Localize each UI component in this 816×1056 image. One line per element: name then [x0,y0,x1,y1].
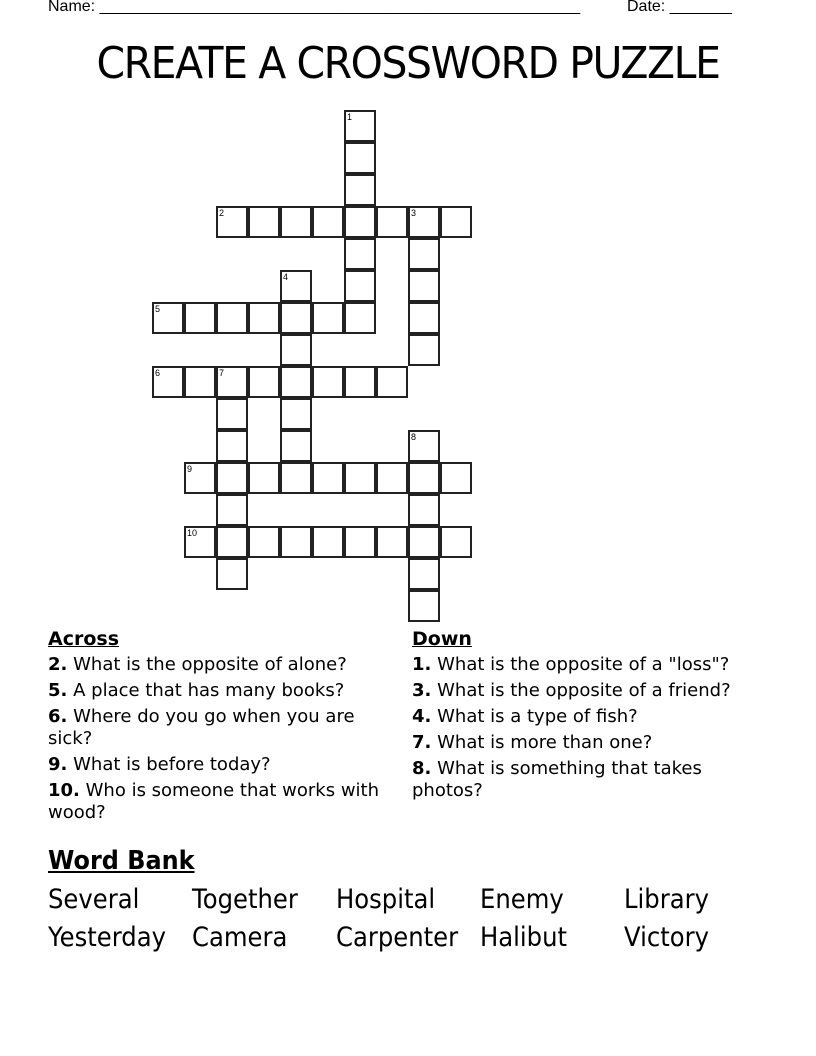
cell-number: 2 [219,208,225,218]
crossword-cell[interactable] [408,526,440,558]
crossword-cell[interactable] [376,462,408,494]
clue-number: 3. [412,680,432,701]
crossword-cell[interactable] [216,526,248,558]
clue-text: What is before today? [73,754,271,775]
crossword-cell[interactable] [344,174,376,206]
cell-number: 10 [187,528,198,538]
crossword-cell[interactable] [152,366,184,398]
cell-number: 9 [187,464,193,474]
crossword-cell[interactable] [184,366,216,398]
crossword-cell[interactable] [312,206,344,238]
crossword-cell[interactable] [184,302,216,334]
crossword-cell[interactable] [344,462,376,494]
crossword-cell[interactable] [184,526,216,558]
name-field-label: Name: ______________________________________________________ [48,0,581,15]
crossword-cell[interactable] [408,494,440,526]
crossword-cell[interactable] [440,462,472,494]
clue-down-3 [412,680,762,702]
word-bank-item: Carpenter [336,922,459,953]
clue-number: 6. [48,706,68,727]
clue-text: Where do you go when you are sick? [48,706,355,749]
crossword-cell[interactable] [280,302,312,334]
crossword-cell[interactable] [408,462,440,494]
clue-text: A place that has many books? [73,680,345,701]
cell-number: 6 [155,368,161,378]
crossword-cell[interactable] [408,238,440,270]
crossword-cell[interactable] [216,206,248,238]
crossword-cell[interactable] [344,270,376,302]
clue-text: What is a type of fish? [437,706,638,727]
crossword-cell[interactable] [280,270,312,302]
crossword-cell[interactable] [216,462,248,494]
crossword-cell[interactable] [216,558,248,590]
clue-text: What is the opposite of a "loss"? [437,654,730,675]
crossword-cell[interactable] [280,334,312,366]
down-heading: Down [412,628,472,650]
clue-number: 9. [48,754,68,775]
crossword-cell[interactable] [344,110,376,142]
crossword-cell[interactable] [344,238,376,270]
down-clues [412,628,762,806]
clue-text: Who is someone that works with wood? [48,780,380,823]
crossword-cell[interactable] [312,366,344,398]
clue-text: What is more than one? [437,732,653,753]
clue-number: 8. [412,758,432,779]
word-bank-item: Camera [192,922,288,953]
word-bank [48,882,768,956]
crossword-cell[interactable] [312,302,344,334]
crossword-cell[interactable] [440,526,472,558]
crossword-cell[interactable] [216,366,248,398]
cell-number: 4 [283,272,289,282]
crossword-cell[interactable] [408,270,440,302]
crossword-cell[interactable] [440,206,472,238]
crossword-cell[interactable] [408,430,440,462]
clue-across-2 [48,654,398,676]
date-field-label: Date: _______ [627,0,732,15]
clue-number: 5. [48,680,68,701]
crossword-cell[interactable] [344,206,376,238]
clue-number: 1. [412,654,432,675]
crossword-cell[interactable] [280,430,312,462]
crossword-cell[interactable] [216,430,248,462]
crossword-cell[interactable] [248,526,280,558]
crossword-cell[interactable] [408,206,440,238]
word-bank-item: Hospital [336,884,436,915]
cell-number: 8 [411,432,417,442]
clue-across-5 [48,680,398,702]
word-bank-title: Word Bank [48,846,195,876]
crossword-cell[interactable] [408,590,440,622]
crossword-cell[interactable] [280,366,312,398]
cell-number: 3 [411,208,417,218]
crossword-cell[interactable] [152,302,184,334]
word-bank-item: Enemy [480,884,564,915]
clue-number: 7. [412,732,432,753]
clue-down-4 [412,706,762,728]
crossword-cell[interactable] [408,334,440,366]
across-heading: Across [48,628,120,650]
crossword-cell[interactable] [344,366,376,398]
cell-number: 1 [347,112,353,122]
clue-number: 4. [412,706,432,727]
clue-across-10 [48,780,398,824]
crossword-cell[interactable] [184,462,216,494]
clue-number: 2. [48,654,68,675]
word-bank-item: Together [192,884,298,915]
clue-text: What is the opposite of alone? [73,654,347,675]
crossword-cell[interactable] [376,366,408,398]
clue-across-6 [48,706,398,750]
page-title: CREATE A CROSSWORD PUZZLE [96,38,720,89]
crossword-cell[interactable] [312,526,344,558]
crossword-cell[interactable] [280,206,312,238]
clue-number: 10. [48,780,80,801]
crossword-cell[interactable] [216,398,248,430]
word-bank-item: Victory [624,922,709,953]
cell-number: 5 [155,304,161,314]
crossword-cell[interactable] [280,398,312,430]
crossword-cell[interactable] [216,302,248,334]
crossword-cell[interactable] [280,462,312,494]
word-bank-item: Yesterday [48,922,166,953]
word-bank-item: Halibut [480,922,568,953]
crossword-cell[interactable] [280,526,312,558]
crossword-cell[interactable] [248,366,280,398]
cell-number: 7 [219,368,225,378]
word-bank-item: Library [624,884,709,915]
crossword-cell[interactable] [376,526,408,558]
clue-text: What is the opposite of a friend? [437,680,731,701]
crossword-cell[interactable] [344,526,376,558]
crossword-cell[interactable] [344,302,376,334]
crossword-cell[interactable] [216,494,248,526]
crossword-cell[interactable] [312,462,344,494]
crossword-cell[interactable] [344,142,376,174]
across-clues [48,628,398,828]
crossword-cell[interactable] [376,206,408,238]
crossword-cell[interactable] [248,206,280,238]
crossword-cell[interactable] [248,302,280,334]
clue-down-7 [412,732,762,754]
crossword-cell[interactable] [248,462,280,494]
clue-text: What is something that takes photos? [412,758,702,801]
clue-across-9 [48,754,398,776]
clue-down-1 [412,654,762,676]
word-bank-item: Several [48,884,140,915]
crossword-cell[interactable] [408,558,440,590]
crossword-cell[interactable] [408,302,440,334]
clue-down-8 [412,758,762,802]
